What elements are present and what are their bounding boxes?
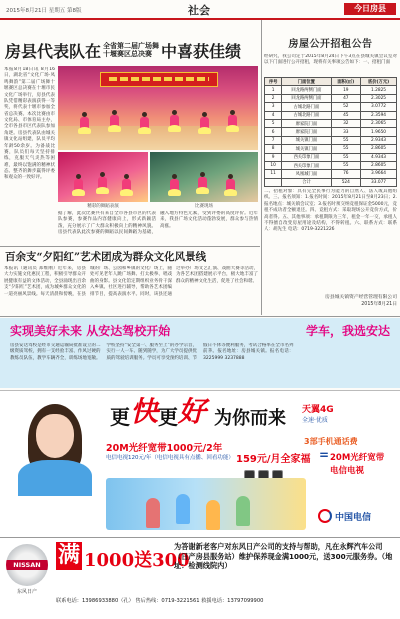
dancer-figure [170, 110, 179, 134]
telecom-slogan [110, 396, 286, 430]
dancer-figure [198, 172, 207, 196]
nissan-logo-text: NISSAN [6, 560, 48, 570]
table-cell: 凤凰城门面 [282, 170, 331, 178]
dancer-figure [122, 174, 131, 198]
table-row [265, 119, 397, 127]
table-cell: 西关印象门面 [282, 153, 331, 161]
table-cell: 2.3594 [361, 111, 397, 119]
slogan-char: 更 [110, 405, 130, 429]
school-title-c: 学车，我选安达 [305, 324, 390, 338]
table-cell: 合计 [282, 178, 331, 186]
table-cell: 2.8605 [361, 161, 397, 169]
dancer-figure [74, 174, 83, 198]
model-photo [10, 398, 100, 496]
table-cell: 45 [331, 111, 361, 119]
slogan-char: 更 [158, 405, 179, 429]
table-cell: 廖家院门面 [282, 128, 331, 136]
rental-table [264, 77, 397, 187]
table-cell: 11 [265, 170, 282, 178]
table-cell: 城关镇门面 [282, 136, 331, 144]
table-cell: 55 [331, 136, 361, 144]
notice-signer: 房县城关镇资产经营管理有限公司 [325, 295, 397, 300]
family-member [146, 498, 160, 528]
banner-lettering [109, 77, 209, 81]
family-plan-item-broadband: 20M光纤宽带 [330, 453, 385, 463]
driving-school-headline [10, 322, 390, 339]
table-cell: 廖家院门面 [282, 119, 331, 127]
table-cell: 9 [265, 153, 282, 161]
headline-sub1: 全省第二届广场舞 [103, 41, 160, 50]
table-cell: 古城北路门面 [282, 111, 331, 119]
table-cell: 33 [331, 128, 361, 136]
table-row [265, 94, 397, 102]
broadband-offer: 20M光纤宽带1000元/2年 [106, 443, 223, 454]
masthead-logo: 今日房县 [344, 3, 396, 15]
table-cell: 76 [331, 170, 361, 178]
4g-logo-text: 天翼4G [302, 405, 334, 415]
headline-sub2: 十堰赛区总决赛 [103, 50, 153, 58]
table-cell: 47 [331, 94, 361, 102]
table-row [265, 128, 397, 136]
table-row [265, 170, 397, 178]
4g-tagline: 全速·优质 [302, 417, 328, 424]
notice-terms: 二、招租对象：具有完全民事行为能力的自然人、法人或其他组织。三、报名须知：1.报名时间：2015年8月21日至8月23日；2.报名地点：城关镇会议室；3.报名时须交纳竞租保证金5000元，竞租不成功者全额退还。四、竞租方式：采取现场公开竞价方式，价高者得。五、其他事项：承租期限为三年，租金一年一交，承租人不得擅自改变房屋用途及结构，不得转租。六、联系方式：联系人：胡先生 电话：0719-3221226 [264, 189, 397, 233]
section-rule [0, 246, 260, 247]
table-row [265, 161, 397, 169]
main-headline [5, 37, 259, 63]
table-cell: 4.9343 [361, 153, 397, 161]
table-row [265, 145, 397, 153]
dancer-figure [170, 174, 179, 198]
table-cell: 19 [331, 86, 361, 94]
table-cell: 55 [331, 145, 361, 153]
family-member [206, 500, 220, 530]
table-cell: 2.3025 [361, 94, 397, 102]
table-cell: 1 [265, 86, 282, 94]
notice-signature [264, 294, 397, 312]
telecom-swirl-icon [318, 509, 332, 523]
table-cell: 52 [331, 103, 361, 111]
table-cell: 33.077 [361, 178, 397, 186]
dancer-figure [110, 110, 119, 134]
tv-offer-note: 电信电视120元/年（电信电视具有点播、回看功能） [106, 455, 234, 461]
table-cell: 10 [265, 161, 282, 169]
table-cell: 4 [265, 111, 282, 119]
main-photo [58, 66, 258, 150]
table-cell: 1.9650 [361, 128, 397, 136]
table-cell: 回龙路两侧门面 [282, 94, 331, 102]
table-row [265, 136, 397, 144]
table-cell: 2.9343 [361, 136, 397, 144]
dancer-figure [80, 112, 89, 136]
table-cell: 2.8605 [361, 145, 397, 153]
headline-part2: 中喜获佳绩 [161, 41, 242, 61]
slogan-char: 快 [130, 395, 159, 428]
issue-date: 2015年8月21日 星期五 第8版 [6, 8, 82, 14]
school-title-b-text: 从安达驾校开始 [86, 324, 171, 338]
header-rule [0, 18, 400, 20]
slogan-char: 好 [178, 395, 207, 428]
dancer-figure [140, 112, 149, 136]
headline-part1: 房县代表队在 [5, 41, 102, 61]
school-title-a [10, 322, 170, 339]
article2-body: 本报讯（通讯员 郑维刚）近年来，房县大力实施文化惠民工程，积极引导群众开展健康有益的文体活动，全县涌现出百余支“夕阳红”艺术团，成为城乡群众文化的一道亮丽风景线。每天清晨和傍晚，在县城的广场、公园和乡镇的文化广场上，随处可见老年人跳广场舞、打太极拳、唱戏曲的身影。县文化馆定期组织业务骨干深入乡镇、社区进行辅导，帮助各艺术团编排节目，提高表演水平。同时，该县还通过举办广场文艺汇演、戏曲大赛等活动，为各艺术团搭建展示平台，极大地丰富了群众的精神文化生活，促进了社会和谐。 [4, 266, 258, 297]
promo-man-badge: 满 [57, 543, 80, 568]
family-member [176, 494, 190, 524]
table-cell: 古城北路门面 [282, 103, 331, 111]
china-telecom-logo [318, 506, 394, 526]
table-cell: 2 [265, 94, 282, 102]
table-cell: 55 [331, 153, 361, 161]
table-cell: 6 [265, 128, 282, 136]
table-row [265, 178, 397, 186]
table-cell: 面积(㎡) [331, 78, 361, 86]
table-cell: 3 [265, 103, 282, 111]
column-divider [261, 20, 262, 315]
notice-date: 2015年8月21日 [361, 302, 397, 308]
dancer-figure [228, 110, 237, 134]
tianyi-4g-logo [302, 402, 394, 424]
table-row [265, 103, 397, 111]
table-cell: 2.3065 [361, 119, 397, 127]
notice-title: 房屋公开招租公告 [288, 39, 373, 50]
telecom-brand-text: 中国电信 [335, 512, 372, 523]
table-cell: 7 [265, 136, 282, 144]
school-title-a-text: 实现美好未来 [10, 324, 83, 338]
photo-caption-right: 比赛现场 [195, 204, 213, 209]
nissan-logo [6, 544, 48, 586]
nissan-contact-line: 联系电话：13986933880（孔） 售后热线：0719-3221561 救援电话：13797099900 [56, 598, 264, 604]
stage-banner [100, 72, 218, 87]
dance-photo-right [150, 152, 258, 202]
table-row [265, 153, 397, 161]
article2-headline: 百余支“夕阳红”艺术团成为群众文化风景线 [5, 251, 207, 263]
dancer-figure [200, 112, 209, 136]
table-cell: 3.0772 [361, 103, 397, 111]
table-row [265, 86, 397, 94]
family-member [236, 496, 250, 526]
notice-intro: 经研究，我公司定于2015年8月24日下午3点在县城关镇会议室对以下门面进行公开招租，现将有关事项公告如下：一、招租门面 [264, 54, 397, 66]
family-photo [106, 478, 306, 530]
main-article-lower-body: 据了解，此次比赛共有来自全市各县市区的代表队参赛，参赛作品内容健康向上，形式新颖活泼，充分展示了广大群众积极向上的精神风貌。房县代表队此次参赛的舞蹈以民间舞蹈为基础，融入地方特色元素，受到评委的高度评价。近年来，我县广场文化活动蓬勃发展，群众参与热情高涨。 [58, 211, 258, 236]
photo-caption-left: 精彩的舞蹈表演 [87, 204, 119, 209]
equals-sign: = [319, 448, 330, 462]
table-row [265, 111, 397, 119]
table-cell: 32 [331, 119, 361, 127]
table-cell: 55 [331, 161, 361, 169]
table-header-row [265, 78, 397, 86]
table-cell: 524 [331, 178, 361, 186]
table-cell: 8 [265, 145, 282, 153]
promo-amount: 1000送300 [84, 550, 190, 571]
family-plan-price: 159元/月全家福 [236, 454, 311, 465]
table-cell: 底价(万元) [361, 78, 397, 86]
table-cell: 西关印象门面 [282, 161, 331, 169]
nissan-promo-text: 为答谢新老客户对东风日产公司的支持与帮助，凡在永辉汽车公司（日产房县服务站）维护保养现金满1000元，送300元服务券。（地址：检测线院内） [174, 542, 393, 571]
table-cell [265, 178, 282, 186]
headline-subtitle [103, 42, 159, 59]
table-cell: 3.9664 [361, 170, 397, 178]
family-plan-item-tv: 电信电视 [330, 466, 365, 476]
section-title: 社会 [188, 4, 210, 17]
table-cell: 1.2825 [361, 86, 397, 94]
dance-photo-left [58, 152, 148, 202]
main-article-body: 本报8月18日讯 8月16日，湖北省“文化广场·凤鸣舞韵”第二届广场舞十堰赛区总决赛在十堰市民文化广场举行，房县代表队凭借精彩表演获得一等奖，将代表十堰市参加全省总决赛。本次比赛由市文化局、市体育局主办，全市各县市区代表队参加角逐。房县代表队由城关镇文化站组建，队员平均年龄50余岁。为备战比赛，队员们每天坚持排练，克服天气炎热等困难，最终以饱满的精神状态、整齐的舞步赢得评委和观众的一致好评。 [4, 67, 55, 181]
section-rule [0, 316, 400, 317]
dancer-figure [226, 174, 235, 198]
nissan-brand-sub: 东风日产 [16, 589, 37, 595]
table-cell: 序号 [265, 78, 282, 86]
driving-school-body: 房县安达驾校是经市交通运输局批准设立的二级资质驾校，拥有一支经验丰富、作风过硬的教练员队伍，教学车辆齐全，训练场地宽敞。学校坚持“安全第一、服务至上”的办学宗旨，实行一人一车、随到随学，为广大学员提供优质的驾驶培训服务。学员可享受预约培训、节假日不休等便利服务，考试合格率在全市名列前茅。报名地址：房县城关镇。报名电话：3225999 3237888 [10, 343, 294, 361]
table-cell: 回龙路两侧门面 [282, 86, 331, 94]
dancer-figure [98, 172, 107, 196]
table-cell: 门面位置 [282, 78, 331, 86]
family-plan-label: 3部手机通话费 [304, 437, 358, 446]
slogan-tail: 为你而来 [214, 408, 287, 429]
table-cell: 城关镇门面 [282, 145, 331, 153]
table-cell: 5 [265, 119, 282, 127]
